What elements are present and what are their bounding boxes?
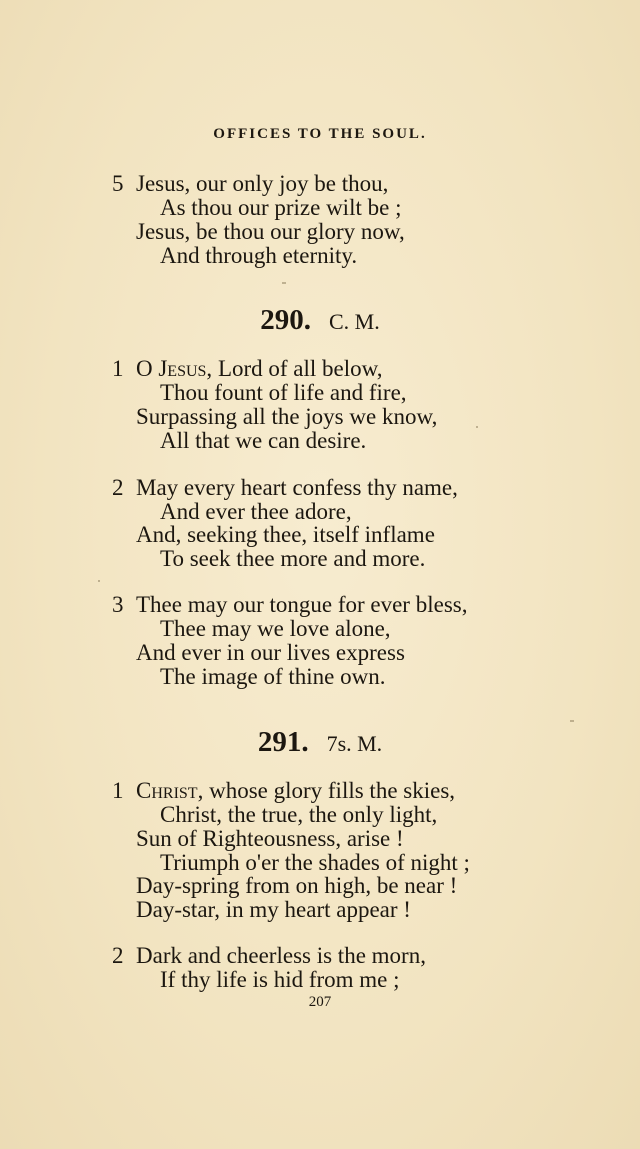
verse-line: Jesus, our only joy be thou, <box>136 171 389 196</box>
first-line-rest: whose glory fills the skies, <box>203 778 456 803</box>
hymn-number: 291. <box>257 726 309 758</box>
verse-line: May every heart confess thy name, <box>136 475 458 500</box>
stanza-number: 1 <box>112 778 124 803</box>
print-speck <box>570 720 574 722</box>
hymn-heading-290 <box>0 306 640 335</box>
stanza-number: 2 <box>112 943 124 968</box>
verse-line: Dark and cheerless is the morn, <box>136 943 426 968</box>
verse-line <box>136 779 455 802</box>
first-word: O Jesus, <box>136 356 213 381</box>
print-speck <box>476 426 478 428</box>
hymn-number: 290. <box>260 304 311 336</box>
verse-line: Jesus, be thou our glory now, <box>136 219 405 244</box>
hymn-meter: 7s. M. <box>326 731 383 756</box>
verse-line: If thy life is hid from me ; <box>160 967 400 992</box>
first-word: Christ, <box>136 778 204 803</box>
verse-line: And through eternity. <box>160 243 358 268</box>
verse-line: And, seeking thee, itself inflame <box>136 522 435 547</box>
print-speck <box>98 580 100 582</box>
verse-line: Sun of Righteousness, arise ! <box>136 826 404 851</box>
verse-line: Thee may our tongue for ever bless, <box>136 592 468 617</box>
verse-line: Day-star, in my heart appear ! <box>136 897 411 922</box>
verse-line: Thee may we love alone, <box>160 616 391 641</box>
verse-line: Thou fount of life and fire, <box>160 380 407 405</box>
hymn-heading-291 <box>0 728 640 757</box>
verse-line: And ever thee adore, <box>160 499 352 524</box>
page-number: 207 <box>308 994 332 1010</box>
stanza-number: 2 <box>112 475 124 500</box>
hymn-meter: C. M. <box>329 309 380 334</box>
running-head: OFFICES TO THE SOUL. <box>213 126 427 142</box>
verse-line: The image of thine own. <box>160 664 386 689</box>
print-speck <box>282 282 286 284</box>
stanza-number: 1 <box>112 356 124 381</box>
stanza-number: 5 <box>112 171 124 196</box>
first-line-rest: Lord of all below, <box>212 356 383 381</box>
verse-line: To seek thee more and more. <box>160 546 426 571</box>
verse-line: Day-spring from on high, be near ! <box>136 873 458 898</box>
verse-line: And ever in our lives express <box>136 640 405 665</box>
verse-line: As thou our prize wilt be ; <box>160 195 402 220</box>
verse-line: Christ, the true, the only light, <box>160 802 438 827</box>
stanza-number: 3 <box>112 592 124 617</box>
verse-line: All that we can desire. <box>160 428 367 453</box>
verse-line: Triumph o'er the shades of night ; <box>160 850 470 875</box>
verse-line <box>136 357 383 380</box>
verse-line: Surpassing all the joys we know, <box>136 404 438 429</box>
